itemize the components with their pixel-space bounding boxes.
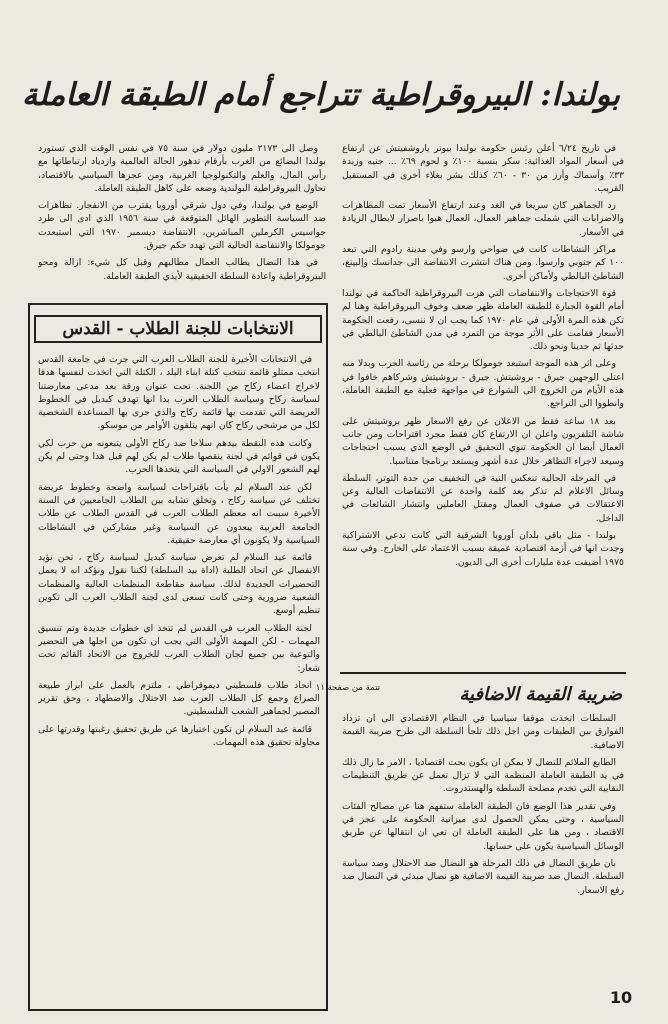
paragraph: بولندا - مثل باقي بلدان أوروبا الشرقية التي كانت تدعي الاشتراكية وجدت انها في أزمة اقتصادية عميقة بسبب الاعتماد على الخارج. وفي سنة ١٩٧٥ أضيفت عدة مليارات أخرى الى الديون. [342, 530, 624, 568]
paragraph: لجنة الطلاب العرب في القدس لم تتخذ اي خطوات جديدة وتم تنسيق المهمات - لكن المهمة الأولى التي يجب ان تكون من اجلها هي التحضير والتوعية بين جميع لجان الطلاب العرب للخروج من الاتحاد القائم تحت شعار: [38, 622, 320, 674]
paragraph: مراكز النشاطات كانت في ضواحي وارسو وفي مدينة رادوم التي تبعد ١٠٠ كم جنوبي وارسوا. ومن هناك انتشرت الانتفاضة الى جدانسك وإلبينغ، الشاطئ البالطي ولأماكن أخرى. [342, 244, 624, 282]
paragraph: بان طريق النضال في ذلك المرحلة هو النضال ضد الاحتلال وضد سياسة السلطة. النضال ضد ضريبة القيمة الاضافية هو نضال مبدئي في النضال ضد رفع الاسعار. [342, 857, 624, 896]
vat-article-body [342, 712, 624, 1004]
main-article-left-column [38, 142, 326, 302]
paragraph: في الانتخابات الأخيرة للجنة الطلاب العرب التي جرت في جامعة القدس انتخب ممثلو قائمة تنتخب كتلة ابناء البلد ، الكتلة التي اتخذت لنفسها هدفا لاخراج اعضاء ركاح من اللجنة. تحت عنوان ورقة بعد مدعى معارضتنا لسياسة ركاح وسياسة الطلاب العرب بدا انها تهدف كبديل في الخطوط العريضة التي تقدمت بها قائمة ركاح والذي جرى بها المساعدة الشخصية لكل من مرشحي ركاح كان انهم يتلقون الأوامر من موسكو. [38, 354, 320, 432]
paragraph: وكانت هذه النقطة بيدهم سلاحا ضد ركاح الأولى يتبعونه من حزب لكي يكون في قوائم في لجنة ينقصها طلاب لم يكن لهم قبل هذا وحتى لم يكن لهم الشعور الاولي في السياسة التي يتخذها الحزب. [38, 437, 320, 476]
page-number: 10 [609, 988, 633, 1007]
paragraph: وصل الى ٢١٧٣ مليون دولار في سنة ٧٥ في نفس الوقت الذي تستورد بولندا البضائع من الغرب بأرقام تدهور الحالة العالمية وازدياد ارتباطاتها مع رأس المال، والعلم والتكنولوجيا الغربية، ومن عجزها السياسي بالاقتصاد، تحاول البيروقراطية البولندية وضعه على كاهل الطبقة العاملة. [38, 143, 326, 194]
paragraph: قوة الاحتجاجات والانتفاضات التي هزت البيروقراطية الحاكمة في بولندا أمام القوة الجبارة للطبقة العاملة ظهر ضعف وخوف البيروقراطية وهنا لم تكن هذه المرة الأولى في عام ١٩٧٠ كما يجب ان لا ننسى، رفعت الحكومة الأسعار فقامت على الأثر موجة من التمرد في مدن الشاطئ البالطي في حدثها ثم حدينا ونحو ذلك. [342, 287, 624, 353]
paragraph: لكن عند السلام لم يأت باقتراحات لسياسة واضحة وخطوط عريضة تختلف عن سياسة ركاح ، وتخلق تشابه بين الطلاب الجامعيين في السنة الأخيرة سببت انه معظم الطلاب العرب في القدس الطلاب عن طلاب الجامعة العربية يبعدون عن السياسة وغير مشاركين في النشاطات السياسية ولا يكونون أي معارضة حقيقية. [38, 481, 320, 546]
paragraph: في تاريخ ٦/٢٤ أعلن رئيس حكومة بولندا بيوتر ياروشفيتش عن ارتفاع في أسعار المواد الغذائية: سكر بنسبة ١٠٠٪ و لحوم ٦٩٪ ... جنيه وزبدة ٣٣٪ وأسماك وأرز من ٣٠ - ٦٠٪ كذلك بشر بغلاء أخرى في المستقبل القريب. [342, 143, 624, 194]
student-elections-box [28, 303, 328, 1011]
paragraph: قائمة عبد السلام لن تكون اختيارها عن طريق تحقيق رغبتها وقدرتها على محاولة تحقيق هذه المهمات. [38, 723, 320, 749]
paragraph: في هذا النضال يطالب العمال مطالبهم وقبل كل شيء: ازالة ومحو البيروقراطية واعادة السلطة الحقيقية لأيدي الطبقة العاملة. [38, 257, 326, 282]
vat-article-title: ضريبة القيمة الاضافية [459, 684, 622, 705]
continued-note: تتمة من صفحة ١١ [315, 683, 380, 693]
box-article-body [38, 353, 320, 1003]
section-divider [340, 672, 626, 674]
box-article-title: الانتخابات للجنة الطلاب - القدس [34, 315, 322, 343]
paragraph: وفي تقدير هذا الوضع فان الطبقة العاملة ستفهم هنا عن مصالح الفئات السياسية ، وحتى يمكن الحصول لدى ميزانية الحكومة على عجز في الاقتصاد ، ومن هنا على الطبقة العاملة ان تعي ان انتقالها عن طريق الوسائل السياسية يكون على حسابها. [342, 800, 624, 852]
paragraph: قائمة عبد السلام لم تعرض سياسة كبديل لسياسة ركاح ، تحن نؤيد الانفصال عن اتحاد الطلبة (اداة بيد السلطة) لكننا نقول ونؤكد انه لا يعمل التحضيرات الجديدة لذلك. سياسة مقاطعة المنظمات العالية والمنظمات الشعبية ضرورية وحتى كانت تسعى لدى لجنة الطلاب العرب الى تكوين تنظيم أوسع. [38, 552, 320, 617]
main-article-right-column [342, 142, 624, 670]
paragraph: بعد ١٨ ساعة فقط من الاعلان عن رفع الاسعار ظهر بروشيتش على شاشة التلفزيون واعلن ان الارتفاع كان فقط مجرد اقتراحات ومن جانب العمال أيضا ان الحكومة تنوي التحقيق في الوضع الذي يسبب احتجاجات وسيعد لاجراء التظاهر خلال عدة أشهر ويستعد برنامجا متناسبا. [342, 415, 624, 467]
paragraph: الوضع في بولندا، وفي دول شرقي أوروبا يقترب من الانفجار. تظاهرات ضد السياسة التطوير الهائل المتوقعة في سنة ١٩٥٦ الذي ادى الى طرد جواسيس الكرملين المباشرين، الانتفاضة ديسمبر ١٩٧٠ التي استبعدت جومولكا والانتفاضة الحالية التي تهدد حكم جيرق. [38, 200, 326, 252]
paragraph: رد الجماهير كان سريعا في الغد وعند ارتفاع الأسعار تمت المظاهرات والاضرابات التي شملت جماهير العمال، العمال هبوا باصرار لابطال الزيادة في الأسعار. [342, 200, 624, 238]
page-headline: بولندا: البيروقراطية تتراجع أمام الطبقة العاملة [21, 77, 620, 113]
paragraph: وعلى اثر هذه الموجة استبعد جومولكا برحلة من رئاسة الحزب وبدلا منه اعتلى الوجهين جيرق - بروشيتش. جيرق - بروشيتش وشركاهم خافوا في هذه الأيام من الخروج الى الشوارع في مواجهة فعلية مع الطبقة العاملة، وانطووا الى التراجع. [342, 358, 624, 410]
paragraph: السلطات اتخذت موقفا سياسيا في النظام الاقتصادي الى ان تزداد الفوارق بين الطبقات ومن اجل ذلك تلجأ السلطة الى طرح ضريبة القيمة الاضافية. [342, 713, 624, 751]
paragraph: الطابع الملائم للنضال لا يمكن ان يكون بحت اقتصاديا ، الامر ما زال ذلك في يد الطبقة العاملة المنظمة التي لا تزال تعمل عن طريق التنظيمات النقابية التي تخدم مصلحة السلطة والهستدروت. [342, 756, 624, 795]
paragraph: في المرحلة الحالية تنعكس النية في التخفيف من حدة التوتر، السلطة وسائل الاعلام لم تذكر بعد كلمة واحدة عن الانتفاضات العالية وعن الاعتقالات في صفوف العمال ومقتل العاملين وانتشار الشائعات في الداخل. [342, 472, 624, 524]
paragraph: اتحاد طلاب فلسطيني ديموقراطي ، ملتزم بالعمل على ابراز طبيعة الصراع وجمع كل الطلاب العرب ضد الاحتلال والاضطهاد ، وحق تقرير المصير لجماهير الشعب الفلسطيني. [38, 679, 320, 718]
